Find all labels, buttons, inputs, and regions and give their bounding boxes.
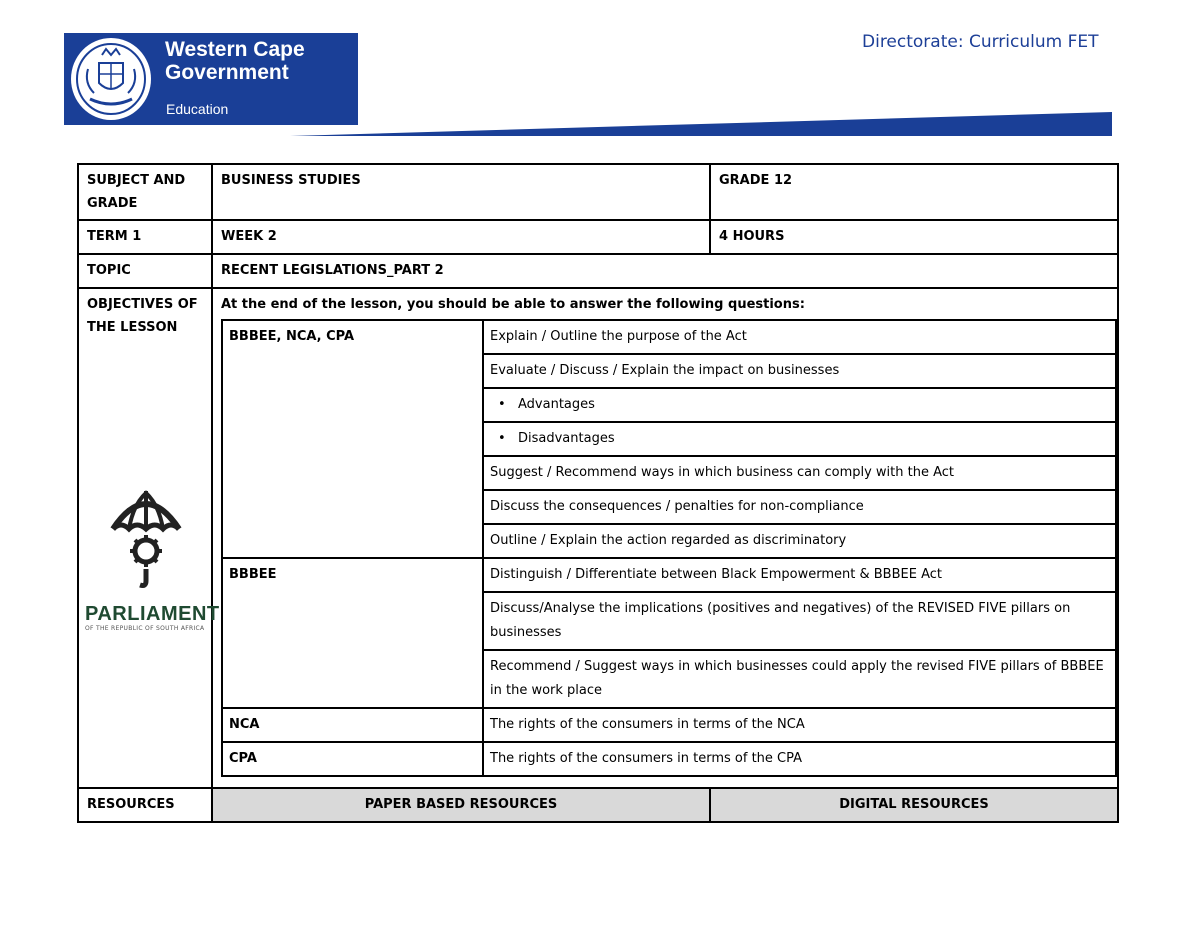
act-label: NCA xyxy=(222,708,483,742)
paper-resources-header: PAPER BASED RESOURCES xyxy=(212,788,710,822)
topic-row xyxy=(78,254,1118,288)
objective-item: Distinguish / Differentiate between Black Empowerment & BBBEE Act xyxy=(483,558,1116,592)
directorate-title: Directorate: Curriculum FET xyxy=(862,32,1099,52)
objective-item: The rights of the consumers in terms of the CPA xyxy=(483,742,1116,776)
objective-item: Explain / Outline the purpose of the Act xyxy=(483,320,1116,354)
parliament-logo xyxy=(85,485,220,633)
objective-item: Outline / Explain the action regarded as discriminatory xyxy=(483,524,1116,558)
objectives-label: OBJECTIVES OF THE LESSON xyxy=(87,297,198,335)
umbrella-icon xyxy=(107,485,185,591)
objective-item: Suggest / Recommend ways in which business can comply with the Act xyxy=(483,456,1116,490)
week-value: WEEK 2 xyxy=(212,220,710,254)
resources-label: RESOURCES xyxy=(78,788,212,822)
parliament-name: PARLIAMENT xyxy=(85,603,220,625)
topic-value: RECENT LEGISLATIONS_PART 2 xyxy=(212,254,1118,288)
act-label: BBBEE, NCA, CPA xyxy=(222,320,483,558)
objective-item: Evaluate / Discuss / Explain the impact on businesses xyxy=(483,354,1116,388)
parliament-subtitle: OF THE REPUBLIC OF SOUTH AFRICA xyxy=(85,625,205,632)
objective-bullet-item: • Advantages xyxy=(483,388,1116,422)
term-row xyxy=(78,220,1118,254)
objectives-intro: At the end of the lesson, you should be able to answer the following questions: xyxy=(221,297,805,312)
act-label: CPA xyxy=(222,742,483,776)
objectives-content xyxy=(212,288,1118,788)
coat-of-arms-icon xyxy=(64,33,160,125)
objective-item: The rights of the consumers in terms of the NCA xyxy=(483,708,1116,742)
header-swoosh xyxy=(290,110,1112,138)
objective-item: Discuss the consequences / penalties for non-compliance xyxy=(483,490,1116,524)
subject-value: BUSINESS STUDIES xyxy=(212,164,710,220)
table-row xyxy=(222,742,1116,776)
grade-value: GRADE 12 xyxy=(710,164,1118,220)
digital-resources-header: DIGITAL RESOURCES xyxy=(710,788,1118,822)
term-label: TERM 1 xyxy=(78,220,212,254)
topic-label: TOPIC xyxy=(78,254,212,288)
objectives-table xyxy=(221,319,1117,777)
objective-item: Recommend / Suggest ways in which businesses could apply the revised FIVE pillars of BBBEE in the work place xyxy=(483,650,1116,708)
objective-item: Discuss/Analyse the implications (positives and negatives) of the REVISED FIVE pillars on businesses xyxy=(483,592,1116,650)
subject-row xyxy=(78,164,1118,220)
lesson-plan-table xyxy=(77,163,1119,823)
table-row xyxy=(222,558,1116,592)
objectives-label-cell xyxy=(78,288,220,788)
table-row xyxy=(222,320,1116,354)
subject-label: SUBJECT AND GRADE xyxy=(78,164,212,220)
act-label: BBBEE xyxy=(222,558,483,708)
hours-value: 4 HOURS xyxy=(710,220,1118,254)
objectives-row xyxy=(78,288,1118,788)
resources-row xyxy=(78,788,1118,822)
logo-title: Western Cape Government xyxy=(165,38,305,84)
objective-bullet-item: • Disadvantages xyxy=(483,422,1116,456)
table-row xyxy=(222,708,1116,742)
logo-subtitle: Education xyxy=(166,101,229,117)
